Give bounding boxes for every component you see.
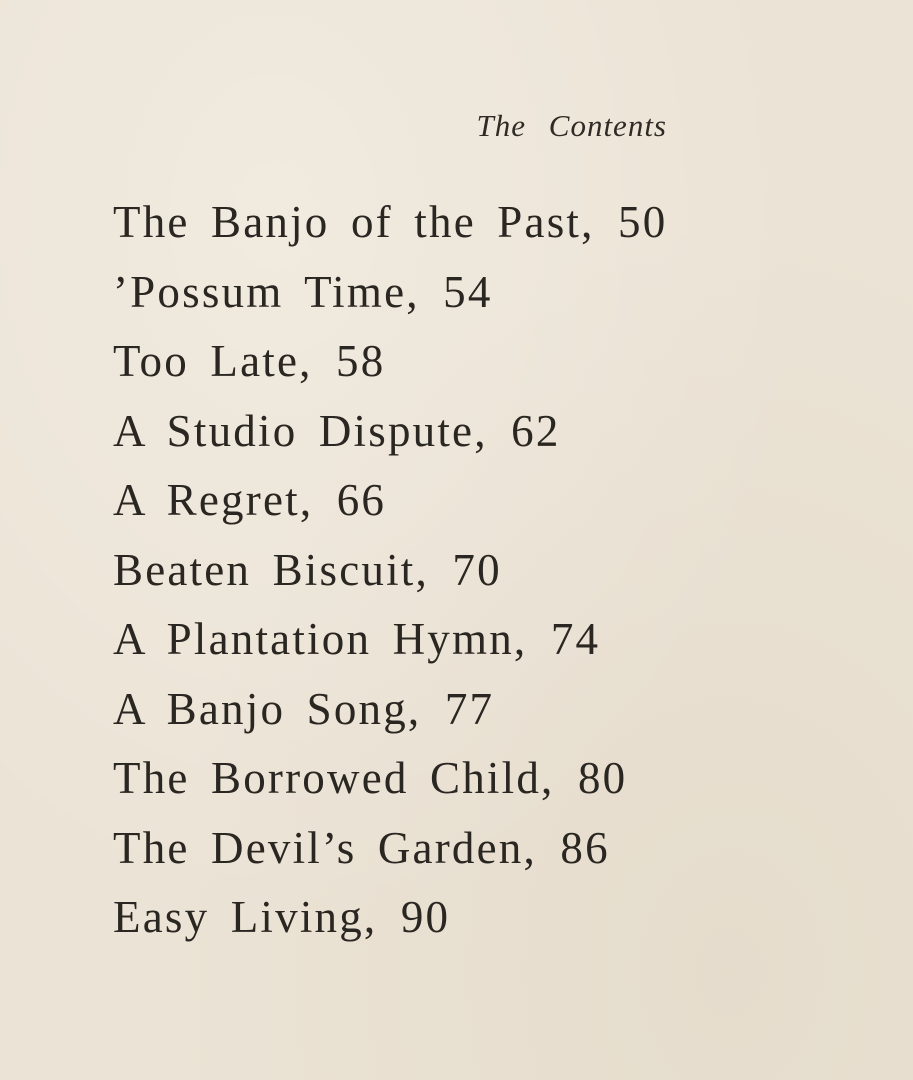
running-head: The Contents xyxy=(476,108,667,143)
toc-entry-title: Beaten Biscuit, xyxy=(113,544,429,595)
toc-entry xyxy=(113,675,667,745)
toc-entry-title: ’Possum Time, xyxy=(113,266,420,317)
toc-entry xyxy=(113,466,667,536)
toc-entry-page: 77 xyxy=(444,683,495,734)
toc-entry xyxy=(113,744,667,814)
toc-entry-page: 58 xyxy=(336,336,386,386)
toc-entry-title: Easy Living, xyxy=(113,892,378,942)
toc-entry-title: A Banjo Song, xyxy=(113,683,422,734)
toc-entry xyxy=(113,188,667,258)
toc-entry-page: 62 xyxy=(511,405,561,456)
toc-entry-page: 74 xyxy=(550,614,601,664)
toc-entry xyxy=(113,327,667,397)
table-of-contents xyxy=(113,188,667,953)
toc-entry-page: 70 xyxy=(452,544,502,595)
toc-entry-page: 86 xyxy=(560,822,610,873)
toc-entry-page: 54 xyxy=(443,266,493,317)
toc-entry-page: 50 xyxy=(618,197,668,247)
toc-entry-page: 90 xyxy=(400,892,451,942)
toc-entry-title: The Borrowed Child, xyxy=(113,753,555,803)
toc-entry xyxy=(113,883,667,953)
toc-entry-title: A Studio Dispute, xyxy=(113,405,488,456)
toc-entry-title: A Regret, xyxy=(113,475,314,525)
toc-entry xyxy=(113,397,667,467)
toc-entry xyxy=(113,258,667,328)
toc-entry xyxy=(113,605,667,675)
toc-entry xyxy=(113,814,667,884)
toc-entry-title: A Plantation Hymn, xyxy=(113,614,528,664)
toc-entry xyxy=(113,536,667,606)
toc-entry-page: 80 xyxy=(577,753,628,803)
toc-entry-page: 66 xyxy=(336,475,387,525)
toc-entry-title: The Devil’s Garden, xyxy=(113,822,537,873)
toc-entry-title: Too Late, xyxy=(113,336,313,386)
toc-entry-title: The Banjo of the Past, xyxy=(113,197,595,247)
